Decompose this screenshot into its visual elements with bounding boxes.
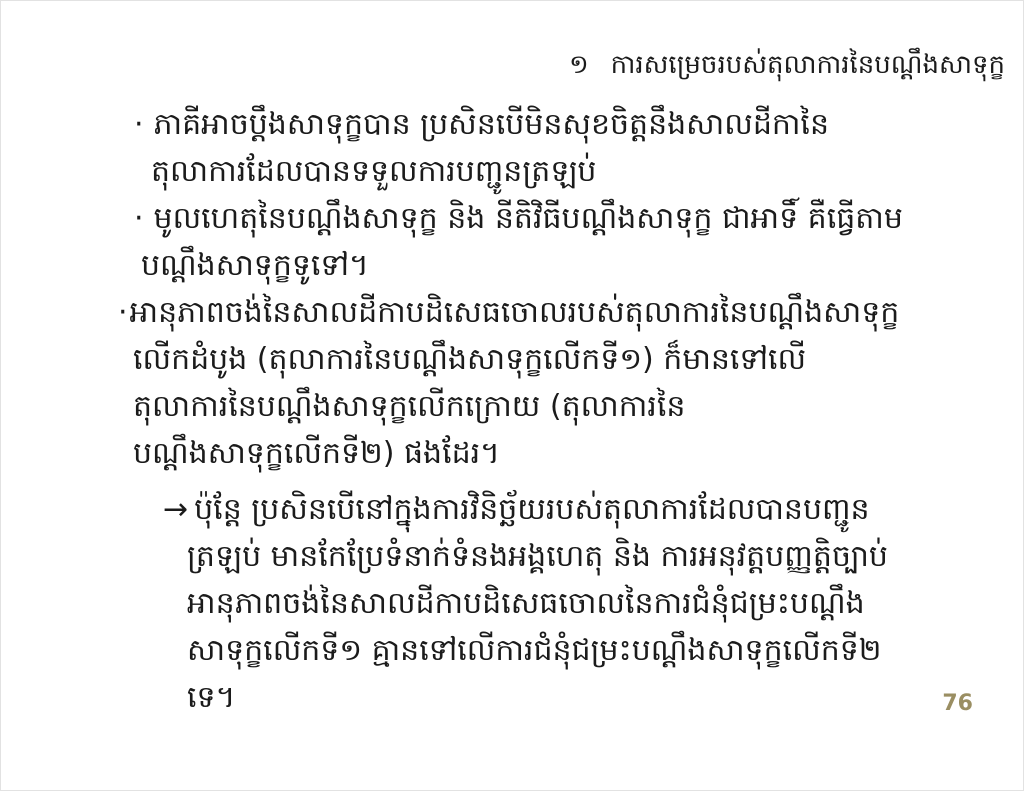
page-number: 76 (942, 691, 973, 716)
slide-title-text: ការសម្រេចរបស់តុលាការនៃបណ្ដឹងសាទុក្ខ (610, 50, 1005, 80)
arrow-note-line-3: អានុភាពចង់នៃសាលដីកាបដិសេធចោលនៃការជំនុំជម្រះបណ្ដឹង (187, 586, 865, 621)
bullet-dot-icon: · (134, 201, 144, 236)
bullet-3-line-2: លើកដំបូង (តុលាការនៃបណ្ដឹងសាទុក្ខលើកទី១) ក៏មានទៅលើ (133, 342, 807, 377)
bullet-2-line-1 (1, 195, 1024, 242)
bullet-2-text: មូលហេតុនៃបណ្ដឹងសាទុក្ខ និង នីតិវិធីបណ្ដឹងសាទុក្ខ ជាអាទិ៍ គឺធ្វើតាម (153, 201, 903, 236)
bullet-1-line-1 (1, 101, 1024, 148)
arrow-note-line-4: សាទុក្ខលើកទី១ គ្មានទៅលើការជំនុំជម្រះបណ្ដឹងសាទុក្ខលើកទី២ (187, 633, 882, 668)
bullet-dot-icon: · (134, 107, 144, 142)
slide-title-number: ១ (568, 50, 589, 80)
bullet-1-text: ភាគីអាចប្ដឹងសាទុក្ខបាន ប្រសិនបើមិនសុខចិត្តនឹងសាលដីកានៃ (153, 107, 830, 142)
bullet-3-line-4: បណ្ដឹងសាទុក្ខលើកទី២) ផងដែរ។ (133, 436, 500, 471)
bullet-3-line-3: តុលាការនៃបណ្ដឹងសាទុក្ខលើកក្រោយ (តុលាការនៃ (133, 389, 686, 424)
slide-body (1, 101, 1024, 721)
bullet-2-line-2: បណ្ដឹងសាទុក្ខទូទៅ។ (141, 248, 369, 283)
arrow-note-line-1 (1, 486, 1024, 533)
slide-title (569, 45, 1005, 85)
arrow-note (1, 486, 1024, 721)
bullet-3-text: អានុភាពចង់នៃសាលដីកាបដិសេធចោលរបស់តុលាការនៃបណ្ដឹងសាទុក្ខ (129, 295, 900, 330)
arrow-note-line-5: ទេ។ (187, 680, 236, 715)
arrow-note-line-2: ត្រឡប់ មានកែប្រែទំនាក់ទំនងអង្គហេតុ និង ការអនុវត្តបញ្ញត្តិច្បាប់ (187, 539, 888, 574)
bullet-1-line-2: តុលាការដែលបានទទួលការបញ្ជូនត្រឡប់ (151, 154, 597, 189)
arrow-right-icon: → (163, 492, 189, 527)
bullet-dot-icon: · (118, 295, 128, 330)
arrow-note-text: ប៉ុន្តែ ប្រសិនបើនៅក្នុងការវិនិច្ឆ័យរបស់តុលាការដែលបានបញ្ជូន (194, 492, 870, 527)
bullet-3-line-1 (1, 289, 1024, 336)
